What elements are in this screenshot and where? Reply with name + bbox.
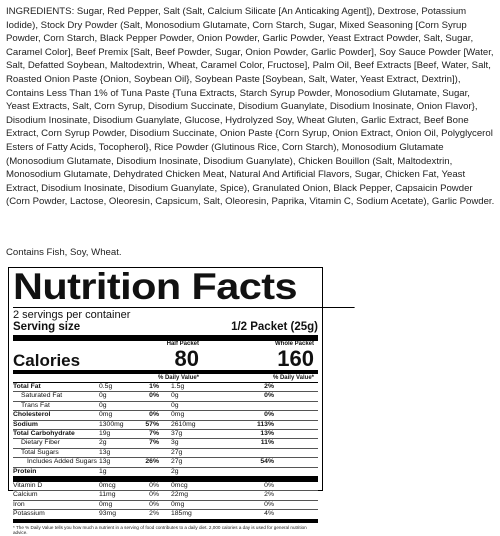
servings-per-container: 2 servings per container <box>13 309 131 321</box>
calories-label: Calories <box>13 351 81 370</box>
nutrient-row-total-fat: Total Fat 0.5g 1% 1.5g 2% <box>13 383 318 392</box>
nutrient-row-saturated-fat: Saturated Fat 0g 0% 0g 0% <box>13 392 318 401</box>
daily-value-header-half: % Daily Value* <box>157 375 199 381</box>
calories-half-value: 80 <box>174 346 199 371</box>
ingredients-text: INGREDIENTS: Sugar, Red Pepper, Salt (Salt, Calcium Silicate [An Anticaking Agent]), Dextrose, Potassium Iodide), Stock Dry Powder (Salt, Monosodium Glutamate, Corn Starch, Sugar, Mixed Seasoning [Corn Syrup Powder, Corn Starch, Black Pepper Powder, Onion Powder, Garlic Powder, Yeast Extract Powder, Salt, Sugar, Caramel Color], Beef Premix [Salt, Beef Powder, Sugar, Onion Powder, Garlic Powder], Soy Sauce Powder [Water, Salt, Defatted Soybean, Maltodextrin, Wheat, Caramel Color, Fructose], Palm Oil, Beef Extracts [Beef, Water, Salt, Roasted Onion Paste {Onion, Soybean Oil}, Soybean Paste [Soybean, Salt, Water, Yeast Extract, Dextrin]), Contains Less Than 1% of Tuna Paste {Tuna Extracts, Starch Syrup Powder, Monosodium Glutamate, Sugar, Yeast Extracts, Salt, Corn Syrup, Disodium Succinate, Disodium Guanylate, Disodium Inosinate, Onion Flavor}, Disodium Inosinate, Disodium Guanylate, Glucose, Hydrolyzed Soy, Wheat Gluten, Garlic Extract, Beef Bone Extract, Corn Syrup Powder, Disodium Succinate, Onion Paste {Corn Syrup, Onion Extract, Onion Oil, Polyglycerol Esters of Fatty Acids, Tocopherol}, Rice Powder (Glutinous Rice, Corn Starch), Monosodium Glutamate (Monosodium Glutamate, Disodium Inosinate, Disodium Guanylate), Chicken Bouillon (Salt, Maltodextrin, Monosodium Glutamate, Dehydrated Chicken Meat, Natural And Artificial Flavors, Sugar, Chicken Fat, Yeast Extract, Disodium Inosinate, Disodium Guanylate, Spice), Granulated Onion, Black Pepper, Capsaicin Powder (Corn Powder, Lactose, Oleoresin, Capsicum, Salt, Oleoresin, Paprika, Vitamin C, Sodium Acetate), Garlic Powder. <box>6 6 495 208</box>
serving-size-value: 1/2 Packet (25g) <box>231 321 318 333</box>
nutrient-row-iron: Iron 0mg 0% 0mg 0% <box>13 501 318 510</box>
calories-column-headers <box>13 341 318 348</box>
nutrient-row-vitamin-d: Vitamin D 0mcg 0% 0mcg 0% <box>13 482 318 491</box>
serving-size-label: Serving size <box>13 321 81 333</box>
calories-row <box>13 348 318 374</box>
nutrition-facts-panel <box>8 266 323 536</box>
daily-value-header <box>13 374 318 383</box>
nutrient-row-potassium: Potassium 93mg 2% 185mg 4% <box>13 510 318 522</box>
allergen-statement: Contains Fish, Soy, Wheat. <box>6 247 122 258</box>
daily-value-footnote: * The % Daily Value tells you how much a nutrient in a serving of food contributes to a daily diet. 2,000 calories a day is used for general nutrition advice. <box>13 524 307 536</box>
whole-packet-header: Whole Packet <box>274 341 314 347</box>
nutrient-row-sodium: Sodium 1300mg 57% 2610mg 113% <box>13 421 318 430</box>
calories-whole-value: 160 <box>277 346 314 371</box>
nutrient-row-added-sugars: Includes Added Sugars 13g 26% 27g 54% <box>13 458 318 467</box>
daily-value-header-whole: % Daily Value* <box>272 375 314 381</box>
nutrient-row-dietary-fiber: Dietary Fiber 2g 7% 3g 11% <box>13 439 318 448</box>
half-packet-header: Half Packet <box>166 341 199 347</box>
nutrient-row-protein: Protein 1g 2g <box>13 468 318 482</box>
panel-title: Nutrition Facts <box>13 268 355 308</box>
nutrient-row-total-carbohydrate: Total Carbohydrate 19g 7% 37g 13% <box>13 430 318 439</box>
nutrient-row-trans-fat: Trans Fat 0g 0g <box>13 402 318 411</box>
serving-size-row <box>13 321 318 341</box>
nutrient-row-cholesterol: Cholesterol 0mg 0% 0mg 0% <box>13 411 318 420</box>
nutrient-row-total-sugars: Total Sugars 13g 27g <box>13 449 318 458</box>
nutrient-row-calcium: Calcium 11mg 0% 22mg 2% <box>13 491 318 500</box>
